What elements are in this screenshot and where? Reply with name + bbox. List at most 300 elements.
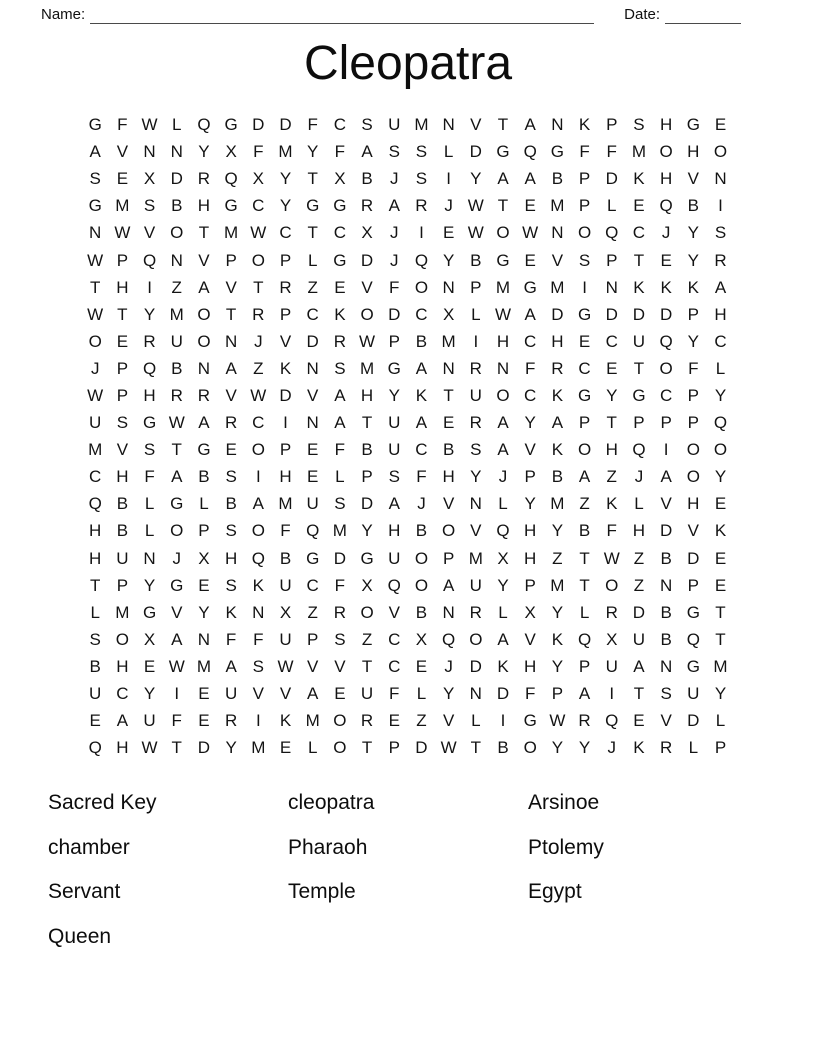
grid-letter-r8c17: A xyxy=(524,304,536,324)
grid-letter-r5c23: Y xyxy=(687,223,699,243)
grid-letter-r21c23: G xyxy=(686,656,700,676)
grid-letter-r4c23: B xyxy=(687,196,699,216)
grid-letter-r15c1: Q xyxy=(88,494,102,514)
grid-letter-r2c19: F xyxy=(579,142,590,162)
grid-letter-r18c19: T xyxy=(579,575,590,595)
grid-letter-r9c7: J xyxy=(254,331,263,351)
grid-letter-r17c23: D xyxy=(687,548,700,568)
grid-letter-r1c22: H xyxy=(659,115,673,135)
grid-letter-r22c15: N xyxy=(469,684,482,704)
grid-letter-r24c9: L xyxy=(307,738,318,758)
grid-letter-r12c20: T xyxy=(606,413,617,433)
grid-letter-r16c8: F xyxy=(280,521,291,541)
grid-letter-r9c20: C xyxy=(605,331,618,351)
grid-letter-r14c4: A xyxy=(171,467,183,487)
grid-letter-r9c8: V xyxy=(279,331,292,351)
grid-letter-r24c8: E xyxy=(279,738,292,758)
grid-letter-r18c8: U xyxy=(279,575,292,595)
grid-letter-r19c21: D xyxy=(632,602,646,622)
grid-letter-r5c5: T xyxy=(198,223,210,243)
date-label: Date: xyxy=(624,6,660,23)
grid-letter-r16c6: S xyxy=(225,521,237,541)
grid-letter-r1c8: D xyxy=(279,115,292,135)
grid-letter-r2c5: Y xyxy=(198,142,210,162)
grid-letter-r4c22: Q xyxy=(659,196,673,216)
grid-letter-r11c21: G xyxy=(632,385,646,405)
grid-letter-r3c5: R xyxy=(197,169,211,189)
grid-letter-r9c2: E xyxy=(116,331,129,351)
grid-letter-r17c5: X xyxy=(198,548,210,568)
grid-letter-r23c12: E xyxy=(388,711,400,731)
grid-letter-r13c22: I xyxy=(663,440,669,460)
grid-letter-r11c20: Y xyxy=(606,385,618,405)
grid-letter-r15c14: V xyxy=(442,494,455,514)
grid-letter-r22c13: L xyxy=(416,684,427,704)
grid-letter-r3c12: J xyxy=(390,169,399,189)
grid-letter-r22c14: Y xyxy=(442,684,455,704)
grid-letter-r1c24: E xyxy=(714,115,727,135)
grid-letter-r18c6: S xyxy=(225,575,237,595)
grid-letter-r19c10: R xyxy=(333,602,347,622)
grid-letter-r11c10: A xyxy=(334,385,346,405)
grid-letter-r15c22: V xyxy=(660,494,672,514)
grid-letter-r1c12: U xyxy=(388,115,401,135)
grid-letter-r6c5: V xyxy=(198,250,210,270)
grid-letter-r15c13: J xyxy=(417,494,426,514)
grid-letter-r8c12: D xyxy=(388,304,401,324)
grid-letter-r23c23: D xyxy=(687,711,700,731)
grid-letter-r23c8: K xyxy=(279,711,292,731)
grid-letter-r7c6: V xyxy=(225,277,237,297)
grid-letter-r7c20: N xyxy=(605,277,618,297)
grid-letter-r24c24: P xyxy=(714,738,727,758)
grid-letter-r5c9: T xyxy=(307,223,318,243)
grid-letter-r20c20: X xyxy=(606,629,618,649)
grid-letter-r2c1: A xyxy=(89,142,101,162)
grid-letter-r19c20: R xyxy=(605,602,618,622)
grid-letter-r23c17: G xyxy=(523,711,537,731)
grid-letter-r7c14: N xyxy=(442,277,455,297)
grid-letter-r9c1: O xyxy=(88,331,102,351)
grid-letter-r19c19: L xyxy=(579,602,590,622)
grid-letter-r22c2: C xyxy=(116,684,129,704)
grid-letter-r22c9: A xyxy=(307,684,319,704)
grid-letter-r10c16: N xyxy=(496,358,510,378)
grid-letter-r22c19: A xyxy=(578,684,591,704)
grid-letter-r23c6: R xyxy=(224,711,238,731)
grid-letter-r5c19: O xyxy=(577,223,592,243)
grid-letter-r7c7: T xyxy=(253,277,264,297)
grid-letter-r3c24: N xyxy=(714,169,727,189)
grid-letter-r18c3: Y xyxy=(143,575,156,595)
grid-letter-r14c24: Y xyxy=(714,467,727,487)
grid-letter-r14c7: I xyxy=(255,467,261,487)
grid-letter-r7c1: T xyxy=(89,277,101,297)
grid-letter-r6c23: Y xyxy=(687,250,699,270)
grid-letter-r10c23: F xyxy=(688,358,699,378)
grid-letter-r2c10: F xyxy=(334,142,346,162)
grid-letter-r21c24: M xyxy=(713,656,728,676)
grid-letter-r19c3: G xyxy=(142,602,157,622)
grid-letter-r17c10: D xyxy=(333,548,347,568)
grid-letter-r17c16: X xyxy=(497,548,509,568)
grid-letter-r11c1: W xyxy=(87,385,104,405)
grid-letter-r7c11: V xyxy=(361,277,373,297)
grid-letter-r3c18: B xyxy=(551,169,564,189)
grid-letter-r20c8: U xyxy=(279,629,292,649)
grid-letter-r20c10: S xyxy=(334,629,346,649)
grid-letter-r2c24: O xyxy=(713,142,728,162)
grid-letter-r9c21: U xyxy=(632,331,646,351)
grid-letter-r12c11: T xyxy=(361,413,373,433)
grid-letter-r18c1: T xyxy=(89,575,101,595)
grid-letter-r14c11: P xyxy=(361,467,373,487)
grid-letter-r10c3: Q xyxy=(142,358,157,378)
grid-letter-r21c22: N xyxy=(659,656,673,676)
grid-letter-r4c20: L xyxy=(607,196,617,216)
grid-letter-r9c12: P xyxy=(388,331,400,351)
grid-letter-r16c18: Y xyxy=(551,521,564,541)
grid-letter-r8c23: P xyxy=(687,304,699,324)
grid-letter-r15c9: U xyxy=(306,494,319,514)
grid-letter-r21c5: M xyxy=(196,656,212,676)
grid-letter-r3c21: K xyxy=(633,169,645,189)
grid-letter-r2c7: F xyxy=(253,142,264,162)
grid-letter-r16c20: F xyxy=(606,521,617,541)
grid-letter-r8c7: R xyxy=(252,304,265,324)
grid-letter-r18c2: P xyxy=(116,575,129,595)
grid-letter-r11c23: P xyxy=(687,385,699,405)
grid-letter-r12c14: E xyxy=(442,413,455,433)
grid-letter-r22c11: U xyxy=(360,684,374,704)
grid-letter-r21c14: J xyxy=(444,656,453,676)
grid-letter-r11c11: H xyxy=(360,385,374,405)
grid-letter-r9c5: O xyxy=(197,331,211,351)
grid-letter-r11c16: O xyxy=(496,385,510,405)
grid-letter-r4c2: M xyxy=(115,196,130,216)
grid-letter-r15c5: L xyxy=(199,494,209,514)
grid-letter-r23c13: Z xyxy=(416,711,427,731)
grid-letter-r17c19: T xyxy=(579,548,590,568)
grid-letter-r21c16: K xyxy=(497,656,509,676)
grid-letter-r10c18: R xyxy=(551,358,564,378)
grid-letter-r14c5: B xyxy=(198,467,210,487)
grid-letter-r7c2: H xyxy=(116,277,129,297)
grid-letter-r15c4: G xyxy=(170,494,184,514)
grid-letter-r18c7: K xyxy=(252,575,264,595)
grid-letter-r13c8: P xyxy=(279,440,292,460)
grid-letter-r15c2: B xyxy=(116,494,129,514)
grid-letter-r15c24: E xyxy=(714,494,727,514)
grid-letter-r7c4: Z xyxy=(171,277,182,297)
grid-letter-r7c3: I xyxy=(147,277,152,297)
grid-letter-r13c19: O xyxy=(577,440,592,460)
grid-letter-r19c11: O xyxy=(360,602,374,622)
grid-letter-r23c7: I xyxy=(255,711,261,731)
grid-letter-r14c19: A xyxy=(578,467,591,487)
grid-letter-r22c6: U xyxy=(224,684,238,704)
grid-letter-r6c10: G xyxy=(333,250,347,270)
grid-letter-r7c15: P xyxy=(470,277,482,297)
grid-letter-r24c17: O xyxy=(523,738,537,758)
grid-letter-r4c5: H xyxy=(197,196,211,216)
grid-letter-r13c6: E xyxy=(225,440,237,460)
grid-letter-r5c8: C xyxy=(279,223,292,243)
grid-letter-r3c2: E xyxy=(116,169,129,189)
grid-letter-r6c12: J xyxy=(390,250,399,270)
grid-letter-r4c1: G xyxy=(88,196,102,216)
grid-letter-r24c15: T xyxy=(470,738,481,758)
grid-letter-r11c22: C xyxy=(659,385,673,405)
grid-letter-r1c17: A xyxy=(524,115,536,135)
grid-letter-r22c4: I xyxy=(174,684,180,704)
grid-letter-r17c6: H xyxy=(224,548,238,568)
grid-letter-r23c4: F xyxy=(171,711,182,731)
grid-letter-r6c22: E xyxy=(660,250,672,270)
grid-letter-r17c2: U xyxy=(116,548,129,568)
grid-letter-r19c8: X xyxy=(279,602,292,622)
grid-letter-r20c19: Q xyxy=(577,629,592,649)
grid-letter-r18c22: N xyxy=(659,575,673,595)
grid-letter-r5c21: C xyxy=(632,223,646,243)
grid-letter-r18c20: O xyxy=(605,575,619,595)
grid-letter-r18c13: O xyxy=(414,575,429,595)
grid-letter-r17c20: W xyxy=(603,548,620,568)
grid-letter-r20c15: O xyxy=(469,629,483,649)
grid-letter-r6c13: Q xyxy=(414,250,429,270)
grid-letter-r23c21: E xyxy=(633,711,645,731)
word-item: Sacred Key xyxy=(48,791,157,815)
grid-letter-r21c4: W xyxy=(168,656,185,676)
grid-letter-r20c9: P xyxy=(307,629,319,649)
grid-letter-r10c1: J xyxy=(90,358,100,378)
grid-letter-r6c2: P xyxy=(116,250,129,270)
grid-letter-r8c21: D xyxy=(632,304,646,324)
grid-letter-r14c12: S xyxy=(388,467,400,487)
grid-letter-r6c16: G xyxy=(496,250,510,270)
grid-letter-r20c11: Z xyxy=(361,629,373,649)
grid-letter-r6c15: B xyxy=(470,250,482,270)
grid-letter-r19c16: L xyxy=(498,602,508,622)
grid-letter-r2c12: S xyxy=(388,142,400,162)
grid-letter-r18c5: E xyxy=(198,575,210,595)
grid-letter-r22c17: F xyxy=(524,684,536,704)
grid-letter-r2c15: D xyxy=(469,142,482,162)
grid-letter-r19c5: Y xyxy=(198,602,210,622)
grid-letter-r17c18: Z xyxy=(552,548,563,568)
grid-letter-r12c4: W xyxy=(168,413,185,433)
grid-letter-r8c18: D xyxy=(551,304,564,324)
grid-letter-r11c3: H xyxy=(143,385,156,405)
grid-letter-r8c24: H xyxy=(714,304,727,324)
grid-letter-r9c16: H xyxy=(496,331,510,351)
grid-letter-r10c7: Z xyxy=(253,358,264,378)
grid-letter-r12c5: A xyxy=(198,413,210,433)
grid-letter-r19c15: R xyxy=(469,602,482,622)
grid-letter-r17c1: H xyxy=(89,548,102,568)
grid-letter-r15c11: D xyxy=(360,494,374,514)
grid-letter-r7c21: K xyxy=(633,277,645,297)
grid-letter-r20c23: Q xyxy=(686,629,700,649)
grid-letter-r3c15: Y xyxy=(470,169,482,189)
grid-letter-r20c2: O xyxy=(115,629,129,649)
grid-letter-r13c21: Q xyxy=(632,440,646,460)
grid-letter-r3c16: A xyxy=(497,169,509,189)
grid-letter-r24c18: Y xyxy=(551,738,564,758)
grid-letter-r3c4: D xyxy=(170,169,183,189)
grid-letter-r9c22: Q xyxy=(659,331,673,351)
grid-letter-r6c7: O xyxy=(251,250,265,270)
grid-letter-r12c6: R xyxy=(224,413,238,433)
grid-letter-r10c5: N xyxy=(197,358,211,378)
grid-letter-r6c8: P xyxy=(279,250,292,270)
grid-letter-r8c11: O xyxy=(360,304,374,324)
grid-letter-r2c20: F xyxy=(606,142,617,162)
grid-letter-r20c14: Q xyxy=(442,629,456,649)
grid-letter-r11c2: P xyxy=(116,385,129,405)
grid-letter-r4c13: R xyxy=(415,196,428,216)
grid-letter-r24c5: D xyxy=(197,738,211,758)
grid-letter-r11c9: V xyxy=(307,385,319,405)
grid-letter-r14c16: J xyxy=(498,467,508,487)
grid-letter-r12c8: I xyxy=(283,413,288,433)
grid-letter-r4c6: G xyxy=(224,196,238,216)
grid-letter-r14c6: S xyxy=(225,467,237,487)
grid-letter-r11c12: Y xyxy=(388,385,400,405)
grid-letter-r9c11: W xyxy=(359,331,376,351)
grid-letter-r16c11: Y xyxy=(361,521,373,541)
grid-letter-r21c7: S xyxy=(252,656,264,676)
grid-letter-r5c4: O xyxy=(170,223,184,243)
grid-letter-r13c9: E xyxy=(307,440,319,460)
word-item: Egypt xyxy=(528,880,582,904)
grid-letter-r18c15: U xyxy=(469,575,482,595)
grid-letter-r20c1: S xyxy=(89,629,101,649)
grid-letter-r6c11: D xyxy=(360,250,374,270)
grid-letter-r10c12: G xyxy=(387,358,401,378)
grid-letter-r20c5: N xyxy=(197,629,211,649)
grid-letter-r3c6: Q xyxy=(224,169,238,189)
grid-letter-r2c6: X xyxy=(225,142,237,162)
grid-letter-r14c10: L xyxy=(335,467,345,487)
grid-letter-r12c9: N xyxy=(306,413,319,433)
grid-letter-r4c8: Y xyxy=(279,196,292,216)
word-list xyxy=(48,791,816,969)
grid-letter-r8c19: G xyxy=(577,304,592,324)
grid-letter-r16c23: V xyxy=(687,521,699,541)
grid-letter-r4c7: C xyxy=(252,196,265,216)
grid-letter-r7c12: F xyxy=(389,277,400,297)
grid-letter-r19c22: B xyxy=(660,602,672,622)
grid-letter-r17c12: U xyxy=(388,548,401,568)
grid-letter-r6c24: R xyxy=(714,250,727,270)
grid-letter-r23c16: I xyxy=(500,711,506,731)
grid-letter-r13c10: F xyxy=(334,440,346,460)
grid-letter-r2c8: M xyxy=(278,142,293,162)
grid-letter-r16c9: Q xyxy=(306,521,320,541)
grid-letter-r23c2: A xyxy=(116,711,129,731)
grid-letter-r23c19: R xyxy=(578,711,591,731)
grid-letter-r22c20: I xyxy=(609,684,615,704)
grid-letter-r12c22: P xyxy=(660,413,672,433)
grid-letter-r1c7: D xyxy=(252,115,265,135)
grid-letter-r8c4: M xyxy=(169,304,184,324)
grid-letter-r15c3: L xyxy=(144,494,155,514)
grid-letter-r7c16: M xyxy=(495,277,511,297)
name-label: Name: xyxy=(41,6,86,23)
grid-letter-r21c8: W xyxy=(277,656,294,676)
grid-letter-r22c8: V xyxy=(279,684,292,704)
grid-letter-r3c7: X xyxy=(252,169,264,189)
grid-letter-r6c21: T xyxy=(633,250,645,270)
word-item: Temple xyxy=(288,880,356,904)
grid-letter-r14c2: H xyxy=(116,467,129,487)
grid-letter-r13c2: V xyxy=(116,440,129,460)
grid-letter-r22c12: F xyxy=(389,684,400,704)
grid-letter-r8c10: K xyxy=(334,304,346,324)
grid-letter-r20c17: V xyxy=(524,629,536,649)
grid-letter-r1c20: P xyxy=(606,115,618,135)
word-item: cleopatra xyxy=(288,791,375,815)
word-item: Arsinoe xyxy=(528,791,600,815)
grid-letter-r22c5: E xyxy=(198,684,210,704)
grid-letter-r4c3: S xyxy=(143,196,156,216)
grid-letter-r24c6: Y xyxy=(225,738,237,758)
grid-letter-r4c18: M xyxy=(550,196,565,216)
grid-letter-r2c13: S xyxy=(415,142,428,162)
grid-letter-r15c15: N xyxy=(469,494,482,514)
grid-letter-r12c17: Y xyxy=(524,413,536,433)
grid-letter-r5c2: W xyxy=(114,223,131,243)
grid-letter-r7c22: K xyxy=(660,277,672,297)
grid-letter-r22c1: U xyxy=(89,684,102,704)
grid-letter-r20c21: U xyxy=(632,629,646,649)
grid-letter-r17c21: Z xyxy=(633,548,645,568)
grid-letter-r11c6: V xyxy=(225,385,237,405)
grid-letter-r11c18: K xyxy=(551,385,564,405)
grid-letter-r4c17: E xyxy=(524,196,536,216)
grid-letter-r5c14: E xyxy=(442,223,455,243)
grid-letter-r15c12: A xyxy=(388,494,400,514)
grid-letter-r4c10: G xyxy=(333,196,347,216)
grid-letter-r17c3: N xyxy=(143,548,156,568)
grid-letter-r4c24: I xyxy=(718,196,723,216)
grid-letter-r1c15: V xyxy=(470,115,482,135)
grid-letter-r5c11: X xyxy=(361,223,373,243)
date-blank-line xyxy=(665,7,741,24)
grid-letter-r7c5: A xyxy=(198,277,210,297)
grid-letter-r22c16: D xyxy=(496,684,510,704)
grid-letter-r13c17: V xyxy=(524,440,536,460)
grid-letter-r11c8: D xyxy=(279,385,292,405)
grid-letter-r17c22: B xyxy=(660,548,672,568)
grid-letter-r5c22: J xyxy=(661,223,671,243)
grid-letter-r9c13: B xyxy=(415,331,428,351)
grid-letter-r24c1: Q xyxy=(88,738,102,758)
word-list-column-3 xyxy=(528,791,768,969)
grid-letter-r5c1: N xyxy=(89,223,102,243)
grid-letter-r15c10: S xyxy=(334,494,346,514)
grid-letter-r11c4: R xyxy=(170,385,183,405)
grid-letter-r23c20: Q xyxy=(605,711,619,731)
grid-letter-r9c23: Y xyxy=(687,331,699,351)
grid-letter-r2c17: Q xyxy=(523,142,537,162)
grid-letter-r3c17: A xyxy=(524,169,536,189)
grid-letter-r3c20: D xyxy=(605,169,618,189)
grid-letter-r12c18: A xyxy=(551,413,564,433)
grid-letter-r5c17: W xyxy=(522,223,539,243)
grid-letter-r13c16: A xyxy=(497,440,509,460)
